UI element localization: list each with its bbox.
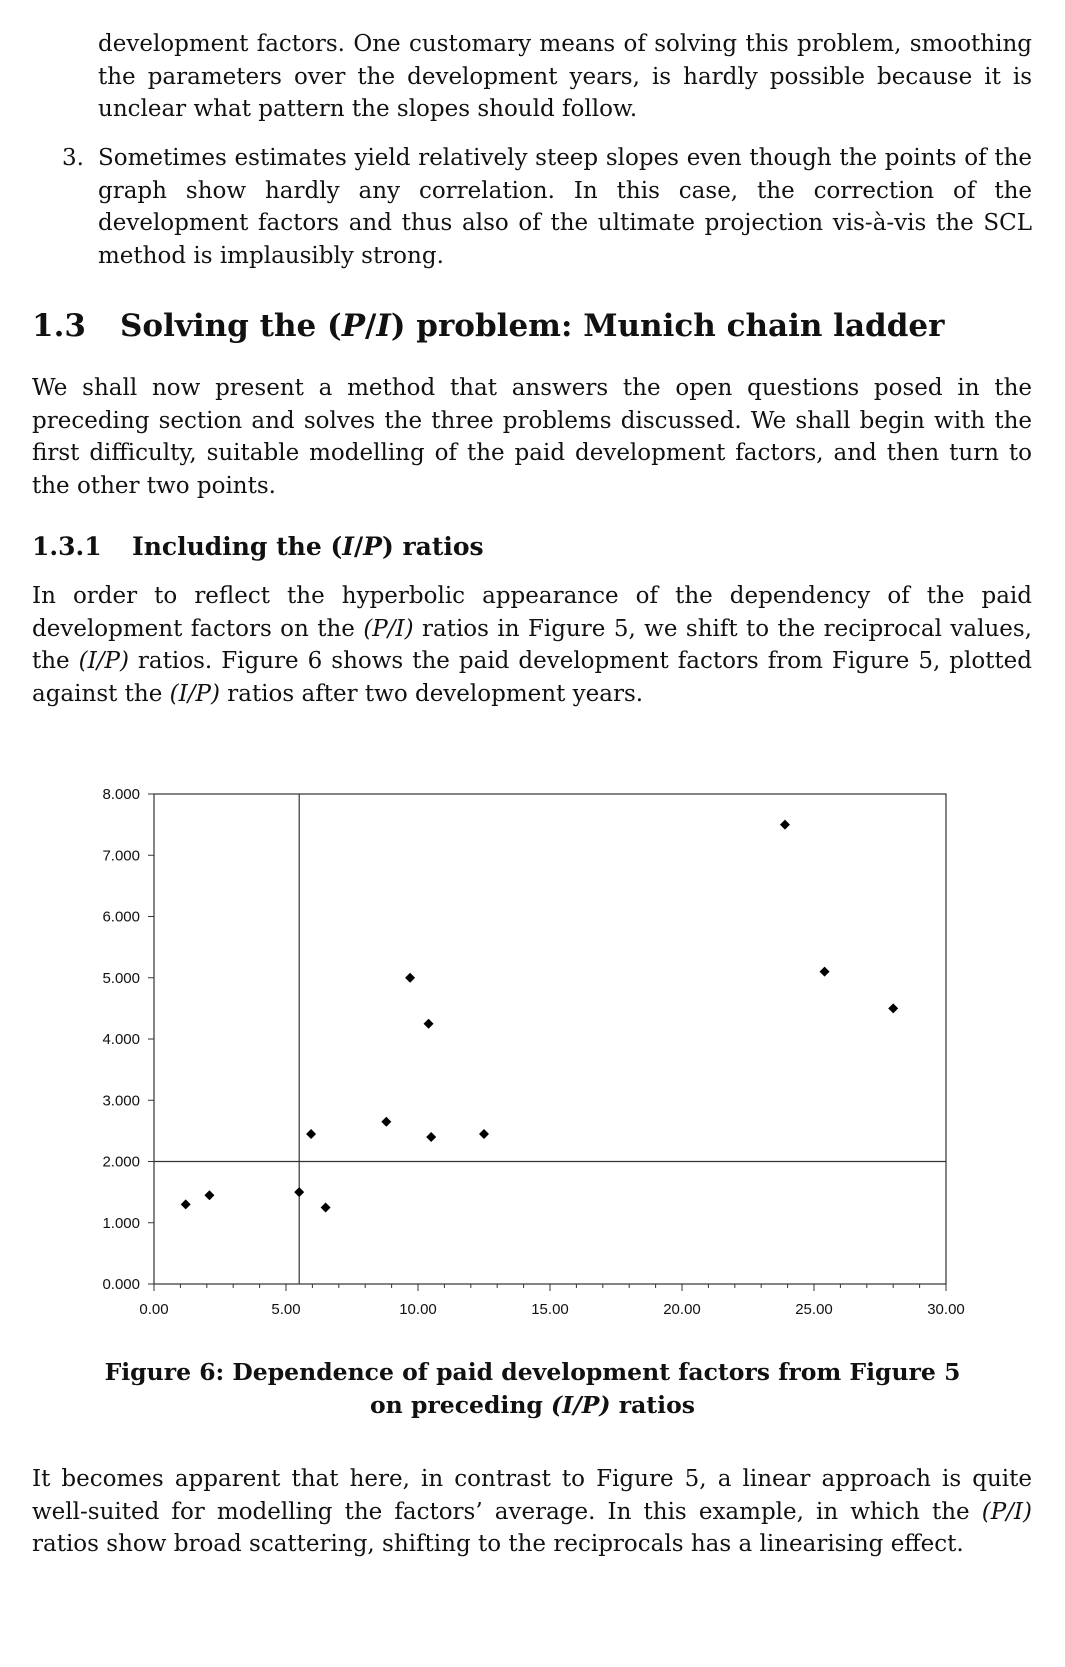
y-tick-label: 1.000 <box>102 1214 140 1232</box>
x-tick-label: 15.00 <box>531 1301 569 1318</box>
x-tick-label: 0.00 <box>139 1301 169 1318</box>
data-point <box>888 1003 898 1013</box>
text-run: In order to reflect the hyperbolic appearance of the dependency of the paid development factors on the <box>32 583 1032 642</box>
y-tick-label: 7.000 <box>102 847 140 865</box>
y-axis <box>102 786 154 1293</box>
x-axis <box>139 1284 964 1318</box>
data-point <box>479 1129 489 1139</box>
text-run: ratios after two development years. <box>219 680 644 707</box>
subsection-title-p: P <box>363 532 382 561</box>
data-point <box>321 1202 331 1212</box>
subsection-number: 1.3.1 <box>32 532 102 561</box>
subsection-title-i: I <box>342 532 354 561</box>
list-item-2-continuation: development factors. One customary means of solving this problem, smoothing the parameters over the development years, is hardly possible because it is unclear what pattern the slopes should follow. <box>98 31 1032 122</box>
data-point <box>204 1190 214 1200</box>
section-title-i: I <box>376 308 391 344</box>
plot-area-frame <box>154 794 946 1284</box>
y-tick-label: 3.000 <box>102 1092 140 1110</box>
x-tick-label: 20.00 <box>663 1301 701 1318</box>
caption-line-2-start: on preceding <box>370 1390 552 1419</box>
data-point <box>820 967 830 977</box>
math-i-over-p: (I/P) <box>78 648 129 674</box>
data-point <box>426 1132 436 1142</box>
section-number: 1.3 <box>32 308 86 344</box>
list-item-3-text: Sometimes estimates yield relatively steep slopes even though the points of the graph show hardly any correlation. In this case, the correction of the development factors and thus also of the ultimate projection vis-à-vis the SCL method is implausibly strong. <box>98 145 1032 269</box>
subsection-title-start: Including the ( <box>132 532 343 561</box>
closing-paragraph <box>32 1463 1032 1561</box>
subsection-title-end: ) ratios <box>381 532 484 561</box>
text-run: ratios. Figure 6 shows the paid development factors from Figure 5, plotted against the <box>32 648 1033 707</box>
data-points <box>181 820 899 1213</box>
text-run: ratios show broad scattering, shifting to the reciprocals has a linearising effect. <box>32 1531 964 1557</box>
data-point <box>780 820 790 830</box>
data-point <box>424 1019 434 1029</box>
data-point <box>294 1187 304 1197</box>
x-tick-label: 10.00 <box>399 1301 437 1318</box>
subsection-heading <box>32 530 484 564</box>
section-heading <box>32 306 944 346</box>
x-tick-label: 30.00 <box>927 1301 965 1318</box>
y-tick-label: 8.000 <box>102 786 140 803</box>
list-item-3-number: 3. <box>62 145 84 171</box>
y-tick-label: 4.000 <box>102 1031 140 1048</box>
data-point <box>381 1117 391 1127</box>
data-point <box>405 973 415 983</box>
figure-6-scatter-chart <box>60 776 965 1346</box>
section-title-start: Solving the ( <box>120 308 342 344</box>
caption-math-i-over-p: (I/P) <box>551 1390 611 1419</box>
math-p-over-i: (P/I) <box>363 615 414 642</box>
figure-caption <box>40 1356 1025 1421</box>
data-point <box>181 1199 191 1209</box>
caption-line-2-end: ratios <box>610 1390 695 1419</box>
y-tick-label: 5.000 <box>102 969 140 987</box>
section-title-slash: / <box>365 308 377 344</box>
text-run: It becomes apparent that here, in contrast to Figure 5, a linear approach is quite well-suited for modelling the factors’ average. In this example, in which the <box>32 1466 1032 1525</box>
math-p-over-i: (P/I) <box>981 1498 1032 1525</box>
text-run: ratios in Figure 5, we shift to the reciprocal values, the <box>32 615 1032 674</box>
section-title-p: P <box>341 308 365 344</box>
caption-line-1: Figure 6: Dependence of paid development factors from Figure 5 <box>104 1358 961 1386</box>
math-i-over-p: (I/P) <box>169 680 220 707</box>
y-tick-label: 0.000 <box>102 1276 140 1293</box>
data-point <box>306 1129 316 1139</box>
subsection-paragraph <box>32 580 1032 710</box>
subsection-title-slash: / <box>353 532 364 561</box>
x-tick-label: 5.00 <box>271 1301 301 1318</box>
section-title-end: ) problem: Munich chain ladder <box>390 308 945 344</box>
x-tick-label: 25.00 <box>795 1301 833 1318</box>
section-paragraph: We shall now present a method that answers the open questions posed in the preceding section and solves the three problems discussed. We shall begin with the first difficulty, suitable modelling of the paid development factors, and then turn to the other two points. <box>32 375 1032 499</box>
y-tick-label: 6.000 <box>102 908 140 926</box>
y-tick-label: 2.000 <box>102 1153 140 1171</box>
